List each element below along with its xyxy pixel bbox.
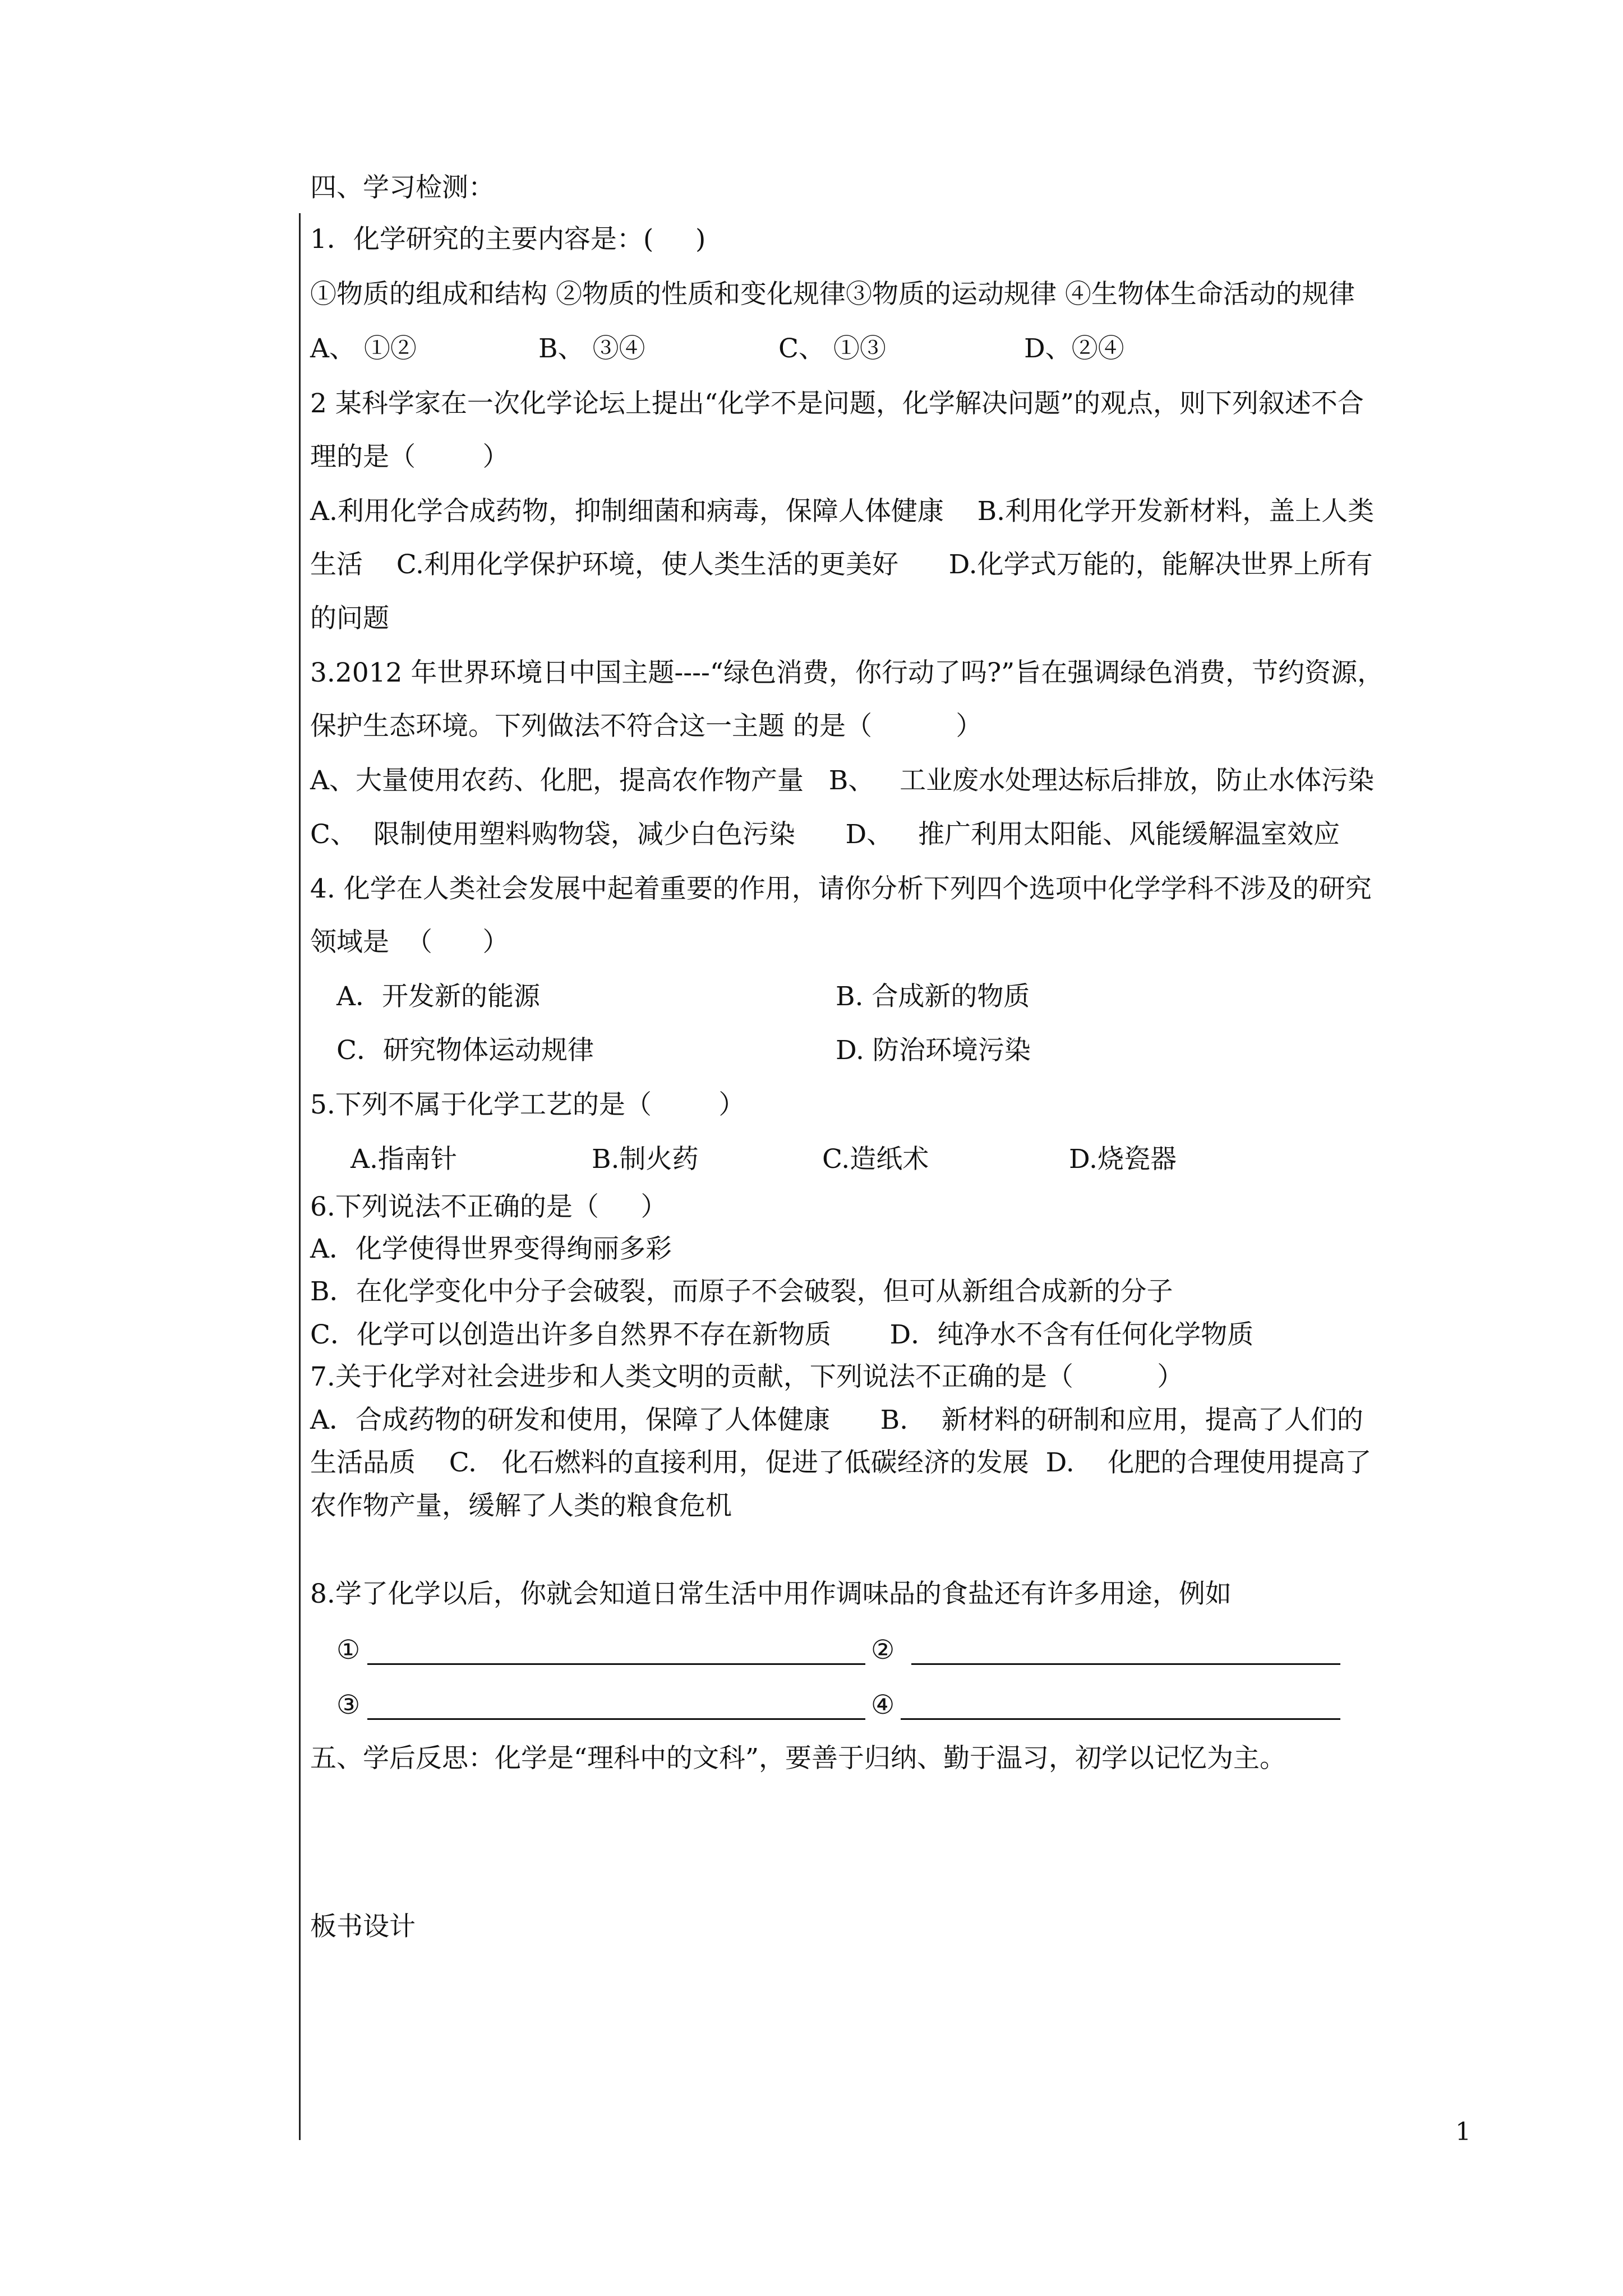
q8-answer-blank-3[interactable] [367, 1718, 865, 1720]
q8-mark-3: ③ [336, 1690, 361, 1720]
q1-option-d: D、②④ [1024, 333, 1124, 364]
q2-line-1: 2 某科学家在一次化学论坛上提出“化学不是问题，化学解决问题”的观点，则下列叙述不合 [310, 388, 1364, 419]
q8-stem: 8.学了化学以后，你就会知道日常生活中用作调味品的食盐还有许多用途，例如 [310, 1579, 1232, 1609]
q5-option-d: D.烧瓷器 [1069, 1144, 1177, 1175]
q5-option-a: A.指南针 [351, 1144, 457, 1175]
q6-line-4: C．化学可以创造出许多自然界不存在新物质 D．纯净水不含有任何化学物质 [310, 1319, 1254, 1350]
section-4-title: 四、学习检测： [310, 172, 495, 203]
q4-line-2: 领域是 （ ） [310, 927, 509, 958]
q8-mark-2: ② [871, 1635, 895, 1665]
q4-line-1: 4. 化学在人类社会发展中起着重要的作用，请你分析下列四个选项中化学学科不涉及的研究 [310, 873, 1372, 904]
q1-option-a: A、 ①② [310, 333, 417, 364]
q5-stem: 5.下列不属于化学工艺的是（ ） [310, 1089, 745, 1120]
q1-option-b: B、 ③④ [538, 333, 645, 364]
q8-answer-blank-2[interactable] [911, 1663, 1340, 1665]
q1-stem: 1．化学研究的主要内容是：( ) [310, 224, 706, 255]
q7-line-3: 生活品质 C. 化石燃料的直接利用，促进了低碳经济的发展 D. 化肥的合理使用提高了 [310, 1447, 1372, 1478]
q1-option-c: C、 ①③ [778, 333, 886, 364]
q7-line-4: 农作物产量，缓解了人类的粮食危机 [310, 1490, 732, 1521]
q4-option-c: C．研究物体运动规律 [336, 1035, 594, 1066]
q3-line-4: C、 限制使用塑料购物袋，减少白色污染 D、 推广利用太阳能、风能缓解温室效应 [310, 819, 1340, 850]
left-margin-rule [299, 213, 301, 2140]
q2-line-5: 的问题 [310, 603, 389, 634]
q4-option-b: B. 合成新的物质 [836, 981, 1030, 1012]
q8-mark-1: ① [336, 1635, 361, 1665]
q3-line-3: A、大量使用农药、化肥，提高农作物产量 B、 工业废水处理达标后排放，防止水体污染 [310, 765, 1375, 796]
q3-line-1: 3.2012 年世界环境日中国主题----“绿色消费，你行动了吗?”旨在强调绿色消费，节约资源， [310, 657, 1384, 688]
q5-option-b: B.制火药 [592, 1144, 699, 1175]
q8-answer-blank-1[interactable] [367, 1663, 865, 1665]
q2-line-4: 生活 C.利用化学保护环境，使人类生活的更美好 D.化学式万能的，能解决世界上所有 [310, 549, 1373, 580]
q1-items: ①物质的组成和结构 ②物质的性质和变化规律③物质的运动规律 ④生物体生命活动的规律 [310, 279, 1355, 310]
q8-mark-4: ④ [871, 1690, 895, 1720]
q6-line-2: A．化学使得世界变得绚丽多彩 [310, 1234, 672, 1264]
q6-line-1: 6.下列说法不正确的是（ ） [310, 1191, 667, 1222]
q3-line-2: 保护生态环境。下列做法不符合这一主题 的是（ ） [310, 711, 983, 742]
page-number: 1 [1455, 2118, 1471, 2146]
board-design-heading: 板书设计 [310, 1911, 416, 1942]
q8-answer-blank-4[interactable] [901, 1718, 1340, 1720]
q5-option-c: C.造纸术 [822, 1144, 929, 1175]
q4-option-d: D. 防治环境污染 [836, 1035, 1031, 1066]
q6-line-3: B．在化学变化中分子会破裂，而原子不会破裂，但可从新组合成新的分子 [310, 1276, 1173, 1307]
section-5-reflection: 五、学后反思：化学是“理科中的文科”，要善于归纳、勤于温习，初学以记忆为主。 [310, 1743, 1287, 1774]
q7-line-2: A．合成药物的研发和使用，保障了人体健康 B. 新材料的研制和应用，提高了人们的 [310, 1405, 1363, 1435]
q4-option-a: A．开发新的能源 [336, 981, 540, 1012]
q7-line-1: 7.关于化学对社会进步和人类文明的贡献，下列说法不正确的是（ ） [310, 1361, 1184, 1392]
q2-line-3: A.利用化学合成药物，抑制细菌和病毒，保障人体健康 B.利用化学开发新材料，盖上人类 [310, 496, 1375, 527]
q2-line-2: 理的是（ ） [310, 441, 509, 472]
